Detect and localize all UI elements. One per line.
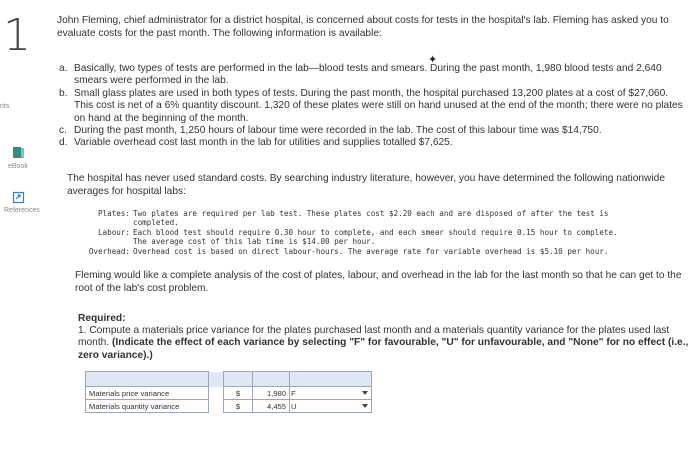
analysis-text: Fleming would like a complete analysis of the cost of plates, labour, and overhead in the lab for the last month so that he can get to the root of the lab's cost problem.	[75, 270, 682, 294]
references-label[interactable]: References	[4, 207, 40, 214]
required-instruction: (Indicate the effect of each variance by selecting "F" for favourable, "U" for unfavourable, and "None" for no effect (i.e., zero variance).)	[78, 337, 689, 361]
effect-selected-value: U	[291, 401, 297, 411]
info-item: b. Small glass plates are used in both types of tests. During the past month, the hospital purchased 13,200 plates at a cost of $27,060. This cost is net of a 6% quantity discount. 1,320 of these plates were still on hand unused at the end of the month; there were no plates on hand at the beginning of the month.	[59, 87, 683, 124]
standard-row	[74, 247, 684, 256]
info-item: a. Basically, two types of tests are performed in the lab—blood tests and smears. During the past month, 1,980 blood tests and 2,640 smears were performed in the lab.	[59, 63, 662, 87]
ebook-label[interactable]: eBook	[8, 163, 28, 170]
currency-symbol: $	[224, 400, 253, 413]
standards-block	[74, 209, 684, 256]
info-item: d. Variable overhead cost last month in the lab for utilities and supplies totalled $7,625.	[59, 137, 453, 149]
question-number: 1	[3, 10, 31, 61]
info-list	[59, 63, 687, 150]
standard-key: Overhead:	[88, 246, 130, 256]
answer-table	[85, 371, 372, 413]
required-section	[78, 313, 690, 362]
required-question: 1. Compute a materials price variance for the plates purchased last month and a materials quantity variance for the plates used last month. (Indicate the effect of each variance by selecting "F" for favourable, "U" for unfavourable, and "None" for no effect (i.e., zero variance).)	[78, 325, 689, 361]
table-row	[86, 400, 372, 413]
effect-selected-value: F	[291, 388, 296, 398]
variance-amount-input[interactable]: 4,455	[253, 400, 290, 413]
variance-label: Materials price variance	[86, 387, 209, 400]
effect-select[interactable]	[290, 400, 372, 413]
required-title: Required:	[78, 313, 126, 324]
points-label: nts	[0, 103, 10, 110]
standard-row	[74, 228, 684, 247]
info-item: c. During the past month, 1,250 hours of labour time were recorded in the lab. The cost of this labour time was $14,750.	[59, 125, 602, 137]
cursor-star-icon: ✦	[428, 54, 438, 66]
standard-value: Overhead cost is based on direct labour-hours. The average rate for variable overhead is $5.10 per hour.	[133, 246, 609, 256]
standard-value: Each blood test should require 0.30 hour to complete, and each smear should require 0.15 hour to complete. The average cost of this lab time is $14.00 per hour.	[133, 227, 618, 247]
standards-intro: The hospital has never used standard costs. By searching industry literature, however, you have determined the following nationwide averages for hospital labs:	[67, 173, 666, 197]
variance-label: Materials quantity variance	[86, 400, 209, 413]
table-row	[86, 387, 372, 400]
standard-row	[74, 209, 684, 228]
standard-key: Labour:	[97, 227, 130, 237]
variance-amount-input[interactable]: 1,980	[253, 387, 290, 400]
dropdown-arrow-icon[interactable]	[362, 391, 368, 395]
answer-table-header	[86, 372, 372, 387]
standard-key: Plates:	[97, 209, 130, 218]
effect-select[interactable]	[290, 387, 372, 400]
ebook-icon[interactable]	[12, 146, 25, 164]
currency-symbol: $	[224, 387, 253, 400]
problem-intro: John Fleming, chief administrator for a district hospital, is concerned about costs for tests in the hospital's lab. Fleming has asked you to evaluate costs for the past month. The following information is available:	[57, 15, 669, 40]
standard-value: Two plates are required per lab test. These plates cost $2.20 each and are disposed of after the test is completed.	[133, 209, 609, 228]
dropdown-arrow-icon[interactable]	[362, 404, 368, 408]
